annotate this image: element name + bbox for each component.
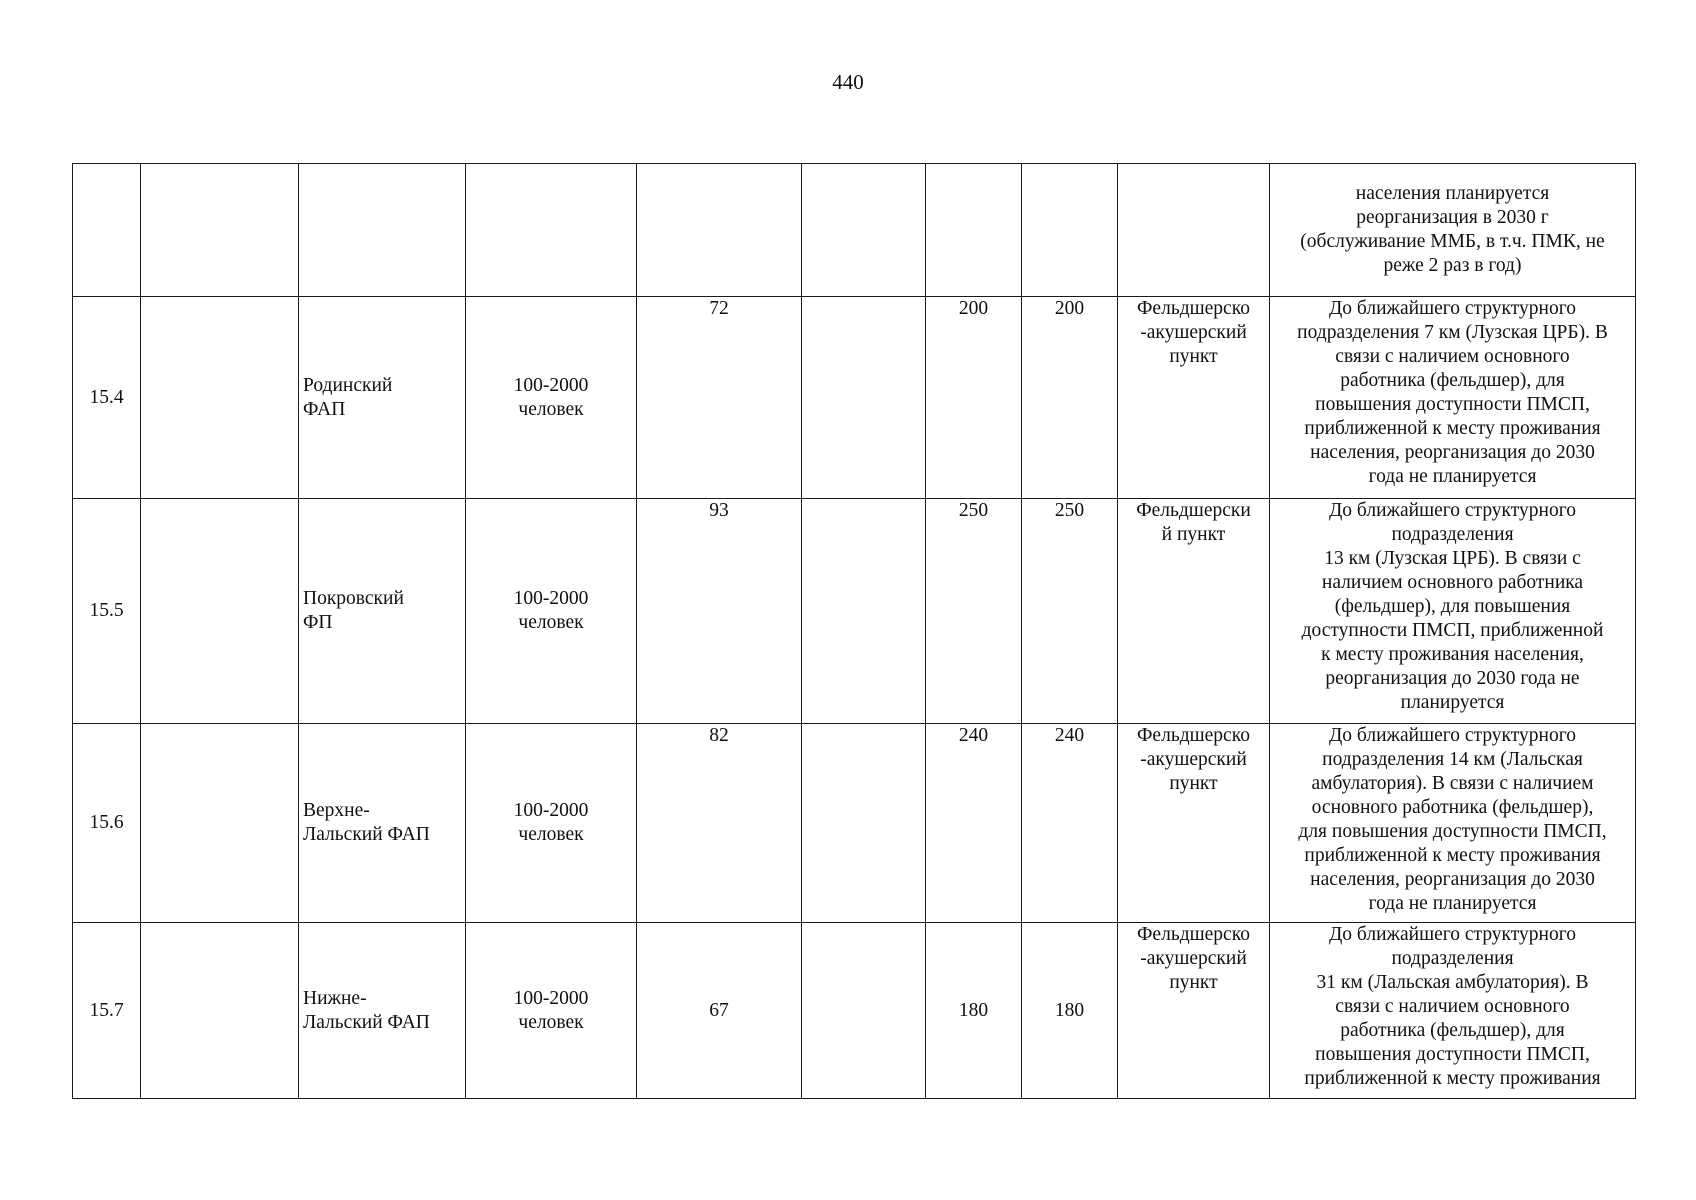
population-cell [466,499,637,724]
note-line: населения, реорганизация до 2030 [1310,442,1595,463]
facility-name-line: Нижне- [303,987,367,1009]
empty-cell [802,164,926,297]
row-number-cell: 15.6 [73,724,141,923]
facility-type-line: пункт [1169,972,1218,993]
note-line: для повышения доступности ПМСП, [1298,821,1607,842]
population-cell [466,297,637,499]
empty-cell [141,923,299,1099]
row-number-cell: 15.7 [73,923,141,1099]
value-cell: 180 [926,923,1022,1099]
note-line: к месту проживания населения, [1321,644,1584,665]
note-cell [1270,499,1636,724]
value-cell [637,164,802,297]
note-cell [1270,724,1636,923]
facility-name-line: Верхне- [303,800,370,821]
page-number: 440 [832,70,864,94]
facility-type-line: Фельдшерско [1137,725,1250,746]
value-cell: 72 [637,297,802,499]
note-line: (обслуживание ММБ, в т.ч. ПМК, не [1300,231,1605,252]
facility-name-cell [299,923,466,1099]
note-line: работника (фельдшер), для [1340,1020,1565,1041]
facilities-table [72,163,1636,1099]
empty-cell [802,923,926,1099]
note-line: повышения доступности ПМСП, [1315,394,1590,415]
table-row [73,297,1636,499]
facility-type-cell [1118,297,1270,499]
note-line: основного работника (фельдшер), [1311,797,1594,818]
note-line: года не планируется [1368,893,1537,914]
empty-cell [141,724,299,923]
note-line: населения планируется [1355,183,1550,204]
note-line: подразделения 7 км (Лузская ЦРБ). В [1297,322,1608,343]
note-line: работника (фельдшер), для [1340,370,1565,391]
note-line: (фельдшер), для повышения [1334,596,1571,617]
table-row [73,923,1636,1099]
facility-name-line: Родинский [303,374,393,396]
note-line: подразделения [1391,948,1514,969]
note-line: приближенной к месту проживания [1304,418,1601,439]
facility-type-line: Фельдшерско [1137,298,1250,319]
empty-cell [141,164,299,297]
facility-name-line: ФП [303,612,333,633]
population-range: 100-2000 [513,588,589,609]
note-line: До ближайшего структурного [1329,725,1576,746]
facility-name-line: Лальский ФАП [303,824,430,845]
population-cell [466,724,637,923]
facility-name-line: ФАП [303,398,346,420]
facility-type-line: Фельдшерско [1137,924,1250,945]
note-line: наличием основного работника [1321,572,1584,593]
population-range: 100-2000 [513,374,589,396]
value-cell: 67 [637,923,802,1099]
note-line: 13 км (Лузская ЦРБ). В связи с [1324,548,1581,569]
population-range: 100-2000 [513,987,589,1009]
note-line: связи с наличием основного [1335,346,1570,367]
facility-type-line: -акушерский [1140,322,1247,343]
facility-type-line: пункт [1169,346,1218,367]
value-cell: 200 [1022,297,1118,499]
population-unit: человек [518,1011,584,1033]
facility-type-cell [1118,164,1270,297]
population-unit: человек [518,824,584,845]
note-line: доступности ПМСП, приближенной [1301,620,1604,641]
note-line: До ближайшего структурного [1329,298,1576,319]
note-line: года не планируется [1368,466,1537,487]
table-row [73,499,1636,724]
facility-name-cell [299,164,466,297]
facility-type-cell [1118,923,1270,1099]
table-row [73,164,1636,297]
note-line: повышения доступности ПМСП, [1315,1044,1590,1065]
note-line: реорганизация в 2030 г [1356,207,1549,228]
facility-type-line: пункт [1169,773,1218,794]
note-line: связи с наличием основного [1335,996,1570,1017]
facility-type-cell [1118,724,1270,923]
note-cell [1270,923,1636,1099]
value-cell: 250 [926,499,1022,724]
value-cell: 180 [1022,923,1118,1099]
value-cell: 240 [1022,724,1118,923]
empty-cell [802,499,926,724]
note-line: 31 км (Лальская амбулатория). В [1316,972,1589,993]
empty-cell [802,297,926,499]
facility-type-cell [1118,499,1270,724]
value-cell: 240 [926,724,1022,923]
population-cell [466,164,637,297]
facility-name-cell [299,724,466,923]
facility-type-line: -акушерский [1140,948,1247,969]
empty-cell [141,297,299,499]
note-line: приближенной к месту проживания [1304,845,1601,866]
value-cell: 200 [926,297,1022,499]
facility-name-line: Покровский [303,588,404,609]
note-line: населения, реорганизация до 2030 [1310,869,1595,890]
empty-cell [141,499,299,724]
row-number-cell [73,164,141,297]
facility-type-line: -акушерский [1140,749,1247,770]
facility-type-line: й пункт [1161,524,1226,545]
value-cell: 250 [1022,499,1118,724]
row-number-cell: 15.5 [73,499,141,724]
note-line: До ближайшего структурного [1329,500,1576,521]
population-cell [466,923,637,1099]
population-unit: человек [518,398,584,420]
note-cell [1270,297,1636,499]
value-cell [926,164,1022,297]
note-line: реорганизация до 2030 года не [1325,668,1580,689]
value-cell: 82 [637,724,802,923]
population-unit: человек [518,612,584,633]
population-range: 100-2000 [513,800,589,821]
value-cell: 93 [637,499,802,724]
note-line: подразделения 14 км (Лальская [1322,749,1583,770]
note-line: планируется [1400,692,1505,713]
note-line: приближенной к месту проживания [1304,1068,1601,1089]
note-line: амбулатория). В связи с наличием [1311,773,1594,794]
empty-cell [802,724,926,923]
note-line: подразделения [1391,524,1514,545]
facility-name-line: Лальский ФАП [303,1011,430,1033]
note-cell [1270,164,1636,297]
value-cell [1022,164,1118,297]
table-row [73,724,1636,923]
row-number-cell: 15.4 [73,297,141,499]
facility-type-line: Фельдшерски [1136,500,1251,521]
note-line: До ближайшего структурного [1329,924,1576,945]
facility-name-cell [299,297,466,499]
note-line: реже 2 раз в год) [1383,255,1522,276]
facility-name-cell [299,499,466,724]
